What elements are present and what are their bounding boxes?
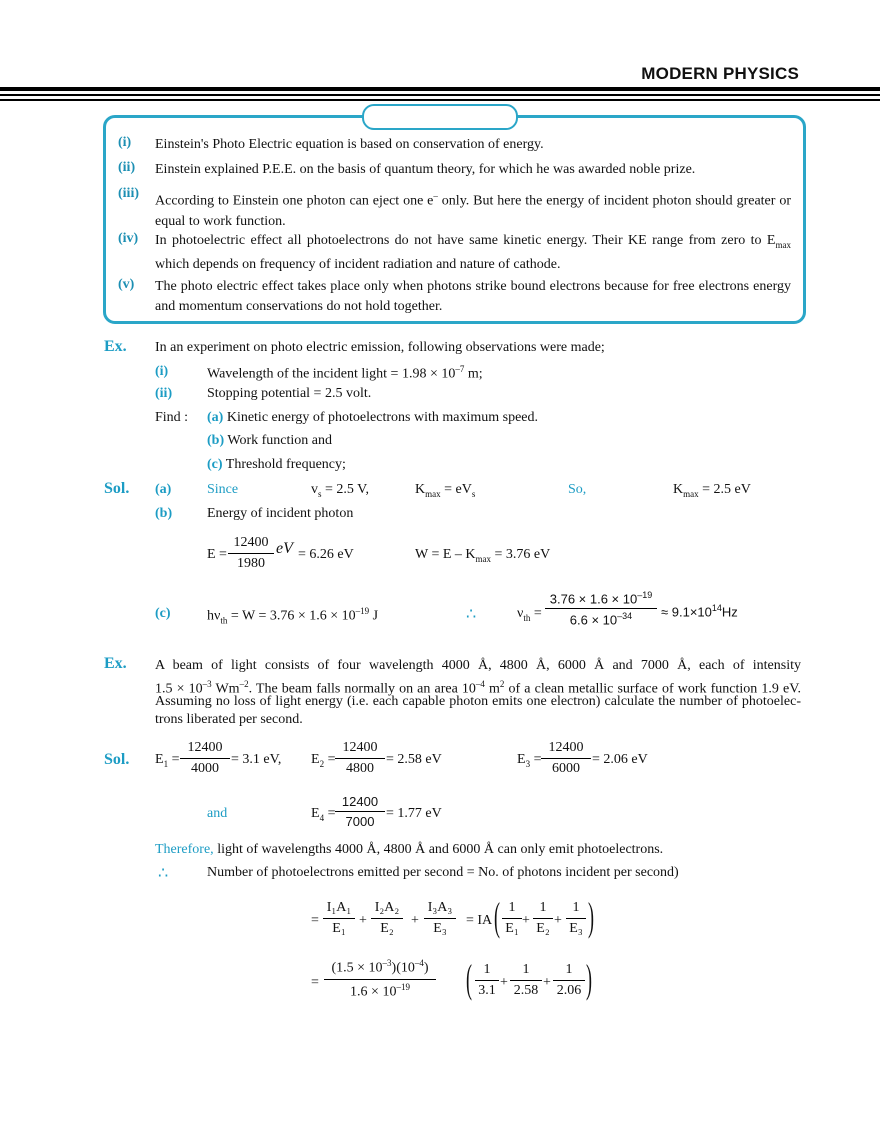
numerator: I₂A₂	[374, 900, 400, 915]
therefore-text: light of wavelengths 4000 Å, 4800 Å and 6000 Å can only emit photoelectrons.	[213, 842, 664, 857]
num-a: 3.76 × 1.6 × 10	[549, 591, 638, 607]
subscript: s	[318, 488, 322, 499]
reciprocal-fraction	[510, 962, 542, 999]
superscript: –3	[202, 679, 212, 689]
page-header-title: MODERN PHYSICS	[641, 64, 799, 83]
note-text: The photo electric effect takes place only when photons strike bound electrons because for free electrons energy and momentum conservations do not hold together.	[155, 279, 791, 314]
value: = 2.5 V,	[321, 482, 369, 497]
symbol: E	[311, 752, 320, 767]
energy-fraction	[541, 740, 591, 777]
find-item	[207, 457, 346, 473]
denominator: 1980	[237, 556, 265, 571]
product-fraction	[324, 958, 436, 1000]
denominator: 2.58	[513, 983, 539, 998]
item-text: Stopping potential = 2.5 volt.	[207, 386, 372, 401]
therefore-line	[155, 842, 663, 858]
part-key: (a)	[155, 482, 172, 497]
symbol: v	[311, 482, 318, 497]
fraction-bar	[553, 980, 585, 981]
subscript: max	[475, 553, 492, 564]
header-rule-2	[0, 94, 880, 96]
item-text-b: m;	[464, 366, 483, 382]
item-text	[207, 364, 483, 383]
plus-sign: +	[411, 913, 419, 928]
energy-lhs: E =	[207, 547, 227, 562]
den-a: 6.6 × 10	[569, 612, 618, 628]
find-key: (a)	[207, 410, 224, 425]
symbol: K	[673, 482, 684, 497]
numerator: 12400	[187, 740, 223, 755]
part-key: (c)	[155, 606, 171, 621]
equals-sign: =	[311, 975, 319, 990]
energy-fraction	[335, 794, 385, 829]
since-word: Since	[207, 482, 239, 497]
energy-rhs: = 2.58 eV	[386, 752, 442, 767]
fraction-bar	[502, 918, 522, 919]
denominator: 3.1	[478, 983, 496, 998]
symbol: ν	[517, 606, 524, 621]
denominator: 7000	[345, 814, 375, 829]
problem-line: Assuming no loss of light energy (i.e. each capable photon emits one electron) calculate the number of photoelec-	[155, 694, 801, 709]
denominator: E₂	[380, 921, 394, 936]
energy-lhs	[311, 752, 335, 769]
denominator: 4000	[191, 761, 219, 776]
energy-rhs: = 6.26 eV	[298, 547, 354, 562]
so-word: So,	[568, 482, 587, 497]
fraction-bar	[324, 979, 436, 980]
text-c: . The beam falls normally on an area 10	[248, 681, 476, 697]
solution-label: Sol.	[104, 480, 130, 497]
find-key: (c)	[207, 457, 223, 472]
note-text: Einstein's Photo Electric equation is based on conservation of energy.	[155, 137, 544, 152]
reciprocal-fraction	[502, 900, 522, 937]
denominator: 6000	[552, 761, 580, 776]
energy-fraction	[228, 535, 274, 572]
find-key: (b)	[207, 433, 225, 448]
subscript: max	[683, 488, 699, 499]
superscript: –19	[637, 590, 653, 600]
item-number: (ii)	[155, 386, 173, 401]
therefore-symbol: ∴	[158, 865, 169, 882]
key-points-tab	[362, 104, 518, 130]
note-text	[155, 186, 791, 232]
subscript: 1	[163, 758, 169, 769]
header-rule-1	[0, 87, 880, 91]
fraction-bar	[180, 758, 230, 759]
example-intro: In an experiment on photo electric emission, following observations were made;	[155, 340, 605, 355]
example-label: Ex.	[104, 338, 127, 355]
expr-a: = W = 3.76 × 1.6 × 10	[227, 608, 356, 624]
unit: Hz	[721, 604, 738, 620]
energy-rhs: = 2.06 eV	[592, 752, 648, 767]
find-label: Find :	[155, 410, 189, 425]
plus-sign: +	[522, 913, 530, 928]
expr-b: J	[369, 608, 379, 624]
term-fraction	[424, 900, 456, 937]
fraction-bar	[424, 918, 456, 919]
denominator: 2.06	[556, 983, 582, 998]
superscript: 2	[499, 679, 505, 689]
num-b: )(10	[391, 960, 415, 976]
header-rule-3	[0, 99, 880, 101]
reciprocal-fraction	[553, 962, 585, 999]
note-number: (ii)	[118, 160, 136, 175]
note-number: (iv)	[118, 231, 139, 246]
find-text: Work function and	[224, 433, 332, 448]
problem-line: A beam of light consists of four wavelength 4000 Å, 4800 Å, 6000 Å and 7000 Å, each of intensity	[155, 658, 801, 673]
approx-value: ≈ 9.1×10	[661, 604, 712, 620]
numerator	[324, 958, 436, 977]
energy-lhs	[155, 752, 179, 769]
numerator: 12400	[341, 794, 379, 809]
denominator: E₃	[433, 921, 447, 936]
den-a: 1.6 × 10	[350, 984, 397, 1000]
left-paren: (	[494, 894, 500, 939]
subscript: 4	[319, 812, 325, 823]
symbol: E	[155, 752, 164, 767]
numerator: 1	[522, 962, 530, 977]
symbol: K	[415, 482, 426, 497]
term-fraction	[323, 900, 355, 937]
fraction-bar	[541, 758, 591, 759]
energy-fraction	[180, 740, 230, 777]
text-a: 1.5 × 10	[155, 681, 203, 697]
value: = eV	[440, 482, 472, 497]
reciprocal-fraction	[566, 900, 586, 937]
stopping-potential	[311, 482, 369, 499]
denominator	[545, 611, 657, 627]
kmax-value	[673, 482, 751, 499]
fraction-bar	[335, 811, 385, 812]
energy-fraction	[335, 740, 385, 777]
denominator: E₁	[505, 921, 519, 936]
item-sup: –7	[455, 364, 465, 374]
part-text: Energy of incident photon	[207, 506, 354, 521]
left-paren: (	[466, 956, 472, 1001]
plus-sign: +	[554, 913, 562, 928]
numerator: 1	[483, 962, 491, 977]
numerator: 1	[539, 900, 547, 915]
frequency-fraction	[545, 590, 657, 628]
symbol: E	[517, 752, 526, 767]
equals: =	[168, 752, 180, 767]
subscript: 3	[525, 758, 531, 769]
denominator: E₁	[332, 921, 346, 936]
therefore-word: Therefore,	[155, 842, 214, 857]
expr-a: W = E – K	[415, 547, 476, 562]
numerator: 12400	[342, 740, 378, 755]
text-e: of a clean metallic surface of work function 1.9 eV.	[504, 681, 801, 697]
equals: =	[324, 752, 336, 767]
numerator: 1	[508, 900, 516, 915]
superscript: –4	[414, 958, 424, 968]
find-item	[207, 433, 332, 449]
fraction-bar	[323, 918, 355, 919]
superscript: –19	[355, 606, 370, 616]
fraction-bar	[335, 758, 385, 759]
equals-sign: =	[311, 913, 319, 928]
text-d: m	[484, 681, 500, 697]
note-number: (i)	[118, 135, 132, 150]
solution-label: Sol.	[104, 751, 130, 768]
energy-rhs: = 3.1 eV,	[231, 752, 282, 767]
note-text-a: In photoelectric effect all photoelectrons do not have same kinetic energy. Their KE range from zero to E	[155, 233, 776, 248]
plus-sign: +	[500, 975, 508, 990]
fraction-bar	[228, 553, 274, 554]
subscript: th	[523, 612, 531, 623]
find-text: Kinetic energy of photoelectrons with maximum speed.	[223, 410, 538, 425]
plus-sign: +	[543, 975, 551, 990]
equals: =	[530, 606, 542, 621]
note-sup: –	[433, 191, 438, 201]
superscript: –34	[617, 611, 633, 622]
numerator: 12400	[548, 740, 584, 755]
reciprocal-fraction	[533, 900, 553, 937]
problem-line: trons liberated per second.	[155, 712, 303, 727]
subscript: s	[471, 488, 476, 499]
note-number: (iii)	[118, 186, 139, 201]
numerator: 1	[572, 900, 580, 915]
superscript: –19	[396, 981, 410, 992]
reciprocal-fraction	[475, 962, 499, 999]
energy-unit: eV	[276, 540, 293, 557]
value: = 2.5 eV	[698, 482, 751, 497]
item-number: (i)	[155, 364, 169, 379]
note-sub: max	[775, 239, 791, 250]
find-item	[207, 410, 538, 426]
fraction-bar	[475, 980, 499, 981]
energy-lhs	[517, 752, 541, 769]
right-paren: )	[586, 956, 592, 1001]
superscript: –3	[382, 958, 392, 968]
example-label: Ex.	[104, 655, 127, 672]
fraction-bar	[371, 918, 403, 919]
symbol: E	[311, 806, 320, 821]
numerator: I₁A₁	[326, 900, 352, 915]
right-paren: )	[588, 894, 594, 939]
numerator	[545, 590, 657, 606]
denominator: 4800	[346, 761, 374, 776]
note-number: (v)	[118, 277, 135, 292]
fraction-bar	[533, 918, 553, 919]
ia-factor: = IA	[466, 913, 493, 928]
text-b: Wm	[211, 681, 240, 697]
work-function	[415, 547, 550, 564]
symbol: hν	[207, 608, 221, 624]
num-c: )	[423, 960, 429, 976]
note-text	[155, 231, 791, 275]
fraction-bar	[566, 918, 586, 919]
item-text-a: Wavelength of the incident light = 1.98 × 10	[207, 366, 456, 382]
fraction-bar	[545, 608, 657, 609]
equals: =	[324, 806, 336, 821]
threshold-frequency-lhs	[517, 606, 542, 623]
subscript: th	[220, 615, 228, 626]
superscript: –4	[475, 679, 485, 689]
plus-sign: +	[359, 913, 367, 928]
energy-rhs: = 1.77 eV	[386, 806, 442, 821]
subscript: max	[425, 488, 441, 499]
fraction-bar	[510, 980, 542, 981]
and-word: and	[207, 806, 228, 821]
denominator: E₂	[536, 921, 550, 936]
numerator: 1	[565, 962, 573, 977]
expr-b: = 3.76 eV	[491, 547, 551, 562]
note-text-b: which depends on frequency of incident radiation and nature of cathode.	[155, 256, 561, 272]
note-text-a: According to Einstein one photon can eject one e	[155, 193, 434, 209]
energy-lhs	[311, 806, 335, 823]
term-fraction	[371, 900, 403, 937]
superscript: –2	[239, 679, 249, 689]
note-text-b: only. But here the energy of incident photon should greater or equal to work function.	[155, 193, 791, 229]
denominator	[324, 982, 436, 1001]
note-text: Einstein explained P.E.E. on the basis of quantum theory, for which he was awarded noble prize.	[155, 162, 696, 177]
therefore-symbol: ∴	[466, 606, 477, 623]
superscript: 14	[711, 603, 722, 613]
denominator: E₃	[569, 921, 583, 936]
subscript: 2	[319, 758, 325, 769]
frequency-result	[661, 603, 738, 619]
equals: =	[530, 752, 542, 767]
find-text: Threshold frequency;	[222, 457, 346, 472]
part-key: (b)	[155, 506, 173, 521]
numerator: 12400	[233, 535, 269, 550]
num-a: (1.5 × 10	[331, 960, 383, 976]
threshold-energy	[207, 606, 378, 625]
kmax-relation	[415, 482, 475, 499]
numerator: I₃A₃	[427, 900, 453, 915]
photoelectron-count-line: Number of photoelectrons emitted per second = No. of photons incident per second)	[207, 865, 679, 880]
